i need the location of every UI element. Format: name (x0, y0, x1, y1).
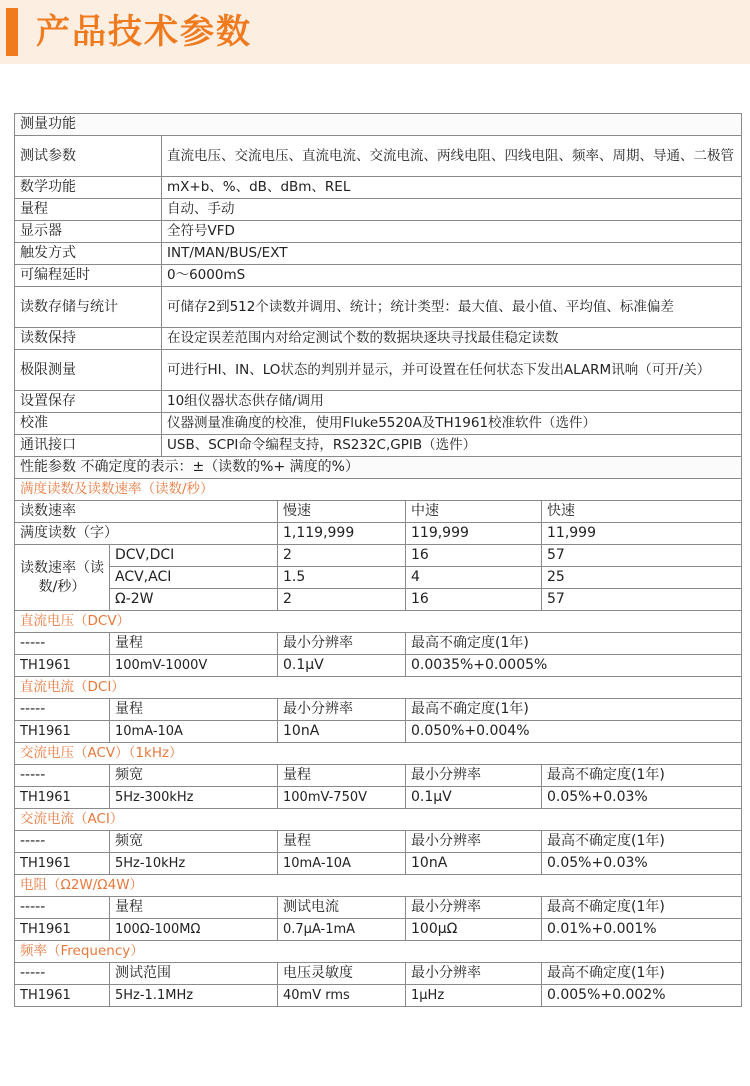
rate-mode-cell: Ω-2W (110, 589, 278, 611)
spec-key: 可编程延时 (15, 265, 162, 287)
spec-key: 设置保存 (15, 391, 162, 413)
spec-key: 通讯接口 (15, 435, 162, 457)
spec-key: 测试参数 (15, 136, 162, 177)
rate-full-cell: 满度读数（字） (15, 523, 278, 545)
dci-section-title: 直流电流（DCI） (15, 677, 742, 699)
dci-head-cell: 最高不确定度(1年) (406, 699, 742, 721)
acv-cell: 100mV-750V (278, 787, 406, 809)
acv-head-cell: ----- (15, 765, 110, 787)
acv-cell: 0.05%+0.03% (542, 787, 742, 809)
res-cell: 0.7μA-1mA (278, 919, 406, 941)
dci-cell: TH1961 (15, 721, 110, 743)
dcv-head-cell: 量程 (110, 633, 278, 655)
rate-value-cell: 16 (406, 589, 542, 611)
freq-cell: TH1961 (15, 985, 110, 1007)
freq-head-cell: ----- (15, 963, 110, 985)
rate-value-cell: 57 (542, 545, 742, 567)
spec-value: INT/MAN/BUS/EXT (162, 243, 742, 265)
dcv-cell: TH1961 (15, 655, 110, 677)
freq-head-cell: 最小分辨率 (406, 963, 542, 985)
rate-value-cell: 1.5 (278, 567, 406, 589)
spec-value: mX+b、%、dB、dBm、REL (162, 177, 742, 199)
acv-section-title: 交流电压（ACV）（1kHz） (15, 743, 742, 765)
rate-mode-cell: ACV,ACI (110, 567, 278, 589)
dcv-head-cell: ----- (15, 633, 110, 655)
rate-head-cell: 中速 (406, 501, 542, 523)
acv-cell: 0.1μV (406, 787, 542, 809)
dcv-head-cell: 最高不确定度(1年) (406, 633, 742, 655)
acv-head-cell: 最高不确定度(1年) (542, 765, 742, 787)
spec-value: 可储存2到512个读数并调用、统计；统计类型：最大值、最小值、平均值、标准偏差 (162, 287, 742, 328)
spec-value: 可进行HI、IN、LO状态的判别并显示，并可设置在任何状态下发出ALARM讯响（可开/关） (162, 350, 742, 391)
dcv-cell: 0.1μV (278, 655, 406, 677)
acv-cell: 5Hz-300kHz (110, 787, 278, 809)
spec-value: USB、SCPI命令编程支持，RS232C,GPIB（选件） (162, 435, 742, 457)
rate-full-cell: 1,119,999 (278, 523, 406, 545)
spec-key: 读数存储与统计 (15, 287, 162, 328)
rate-full-cell: 11,999 (542, 523, 742, 545)
res-cell: 100μΩ (406, 919, 542, 941)
rate-value-cell: 2 (278, 589, 406, 611)
dcv-head-cell: 最小分辨率 (278, 633, 406, 655)
rate-value-cell: 57 (542, 589, 742, 611)
measure-header: 测量功能 (15, 114, 742, 136)
rate-value-cell: 25 (542, 567, 742, 589)
aci-cell: TH1961 (15, 853, 110, 875)
acv-cell: TH1961 (15, 787, 110, 809)
page-title: 产品技术参数 (36, 12, 252, 52)
freq-head-cell: 电压灵敏度 (278, 963, 406, 985)
res-head-cell: 测试电流 (278, 897, 406, 919)
res-head-cell: ----- (15, 897, 110, 919)
spec-value: 10组仪器状态供存储/调用 (162, 391, 742, 413)
rate-head-cell: 读数速率 (15, 501, 278, 523)
spec-value: 全符号VFD (162, 221, 742, 243)
res-head-cell: 最小分辨率 (406, 897, 542, 919)
perf-header: 性能参数 不确定度的表示：±（读数的%+ 满度的%） (15, 457, 742, 479)
dcv-cell: 100mV-1000V (110, 655, 278, 677)
dcv-cell: 0.0035%+0.0005% (406, 655, 742, 677)
freq-cell: 40mV rms (278, 985, 406, 1007)
rate-section-title: 满度读数及读数速率（读数/秒） (15, 479, 742, 501)
spec-value: 自动、手动 (162, 199, 742, 221)
dci-head-cell: ----- (15, 699, 110, 721)
res-cell: 100Ω-100MΩ (110, 919, 278, 941)
aci-head-cell: ----- (15, 831, 110, 853)
accent-bar (6, 8, 18, 56)
aci-cell: 10nA (406, 853, 542, 875)
spec-value: 在设定误差范围内对给定测试个数的数据块逐块寻找最佳稳定读数 (162, 328, 742, 350)
aci-head-cell: 最高不确定度(1年) (542, 831, 742, 853)
aci-head-cell: 量程 (278, 831, 406, 853)
rate-mode-cell: DCV,DCI (110, 545, 278, 567)
rate-group-label: 读数速率（读数/秒） (15, 545, 110, 611)
res-head-cell: 最高不确定度(1年) (542, 897, 742, 919)
dci-head-cell: 量程 (110, 699, 278, 721)
acv-head-cell: 最小分辨率 (406, 765, 542, 787)
rate-value-cell: 16 (406, 545, 542, 567)
freq-cell: 0.005%+0.002% (542, 985, 742, 1007)
freq-cell: 5Hz-1.1MHz (110, 985, 278, 1007)
rate-head-cell: 快速 (542, 501, 742, 523)
freq-section-title: 频率（Frequency） (15, 941, 742, 963)
rate-value-cell: 4 (406, 567, 542, 589)
spec-value: 仪器测量准确度的校准，使用Fluke5520A及TH1961校准软件（选件） (162, 413, 742, 435)
rate-full-cell: 119,999 (406, 523, 542, 545)
freq-head-cell: 测试范围 (110, 963, 278, 985)
rate-head-cell: 慢速 (278, 501, 406, 523)
spec-key: 极限测量 (15, 350, 162, 391)
res-cell: 0.01%+0.001% (542, 919, 742, 941)
spec-key: 显示器 (15, 221, 162, 243)
spec-key: 校准 (15, 413, 162, 435)
acv-head-cell: 量程 (278, 765, 406, 787)
dci-head-cell: 最小分辨率 (278, 699, 406, 721)
rate-value-cell: 2 (278, 545, 406, 567)
spec-key: 量程 (15, 199, 162, 221)
spec-value: 直流电压、交流电压、直流电流、交流电流、两线电阻、四线电阻、频率、周期、导通、二极管 (162, 136, 742, 177)
freq-head-cell: 最高不确定度(1年) (542, 963, 742, 985)
dci-cell: 0.050%+0.004% (406, 721, 742, 743)
spec-value: 0～6000mS (162, 265, 742, 287)
aci-section-title: 交流电流（ACI） (15, 809, 742, 831)
acv-head-cell: 频宽 (110, 765, 278, 787)
aci-cell: 0.05%+0.03% (542, 853, 742, 875)
spec-key: 数学功能 (15, 177, 162, 199)
res-head-cell: 量程 (110, 897, 278, 919)
title-banner (0, 0, 750, 64)
freq-cell: 1μHz (406, 985, 542, 1007)
aci-cell: 5Hz-10kHz (110, 853, 278, 875)
dci-cell: 10mA-10A (110, 721, 278, 743)
aci-head-cell: 频宽 (110, 831, 278, 853)
aci-cell: 10mA-10A (278, 853, 406, 875)
res-section-title: 电阻（Ω2W/Ω4W） (15, 875, 742, 897)
spec-key: 触发方式 (15, 243, 162, 265)
dcv-section-title: 直流电压（DCV） (15, 611, 742, 633)
aci-head-cell: 最小分辨率 (406, 831, 542, 853)
res-cell: TH1961 (15, 919, 110, 941)
spec-table (14, 113, 742, 1007)
spec-key: 读数保持 (15, 328, 162, 350)
dci-cell: 10nA (278, 721, 406, 743)
